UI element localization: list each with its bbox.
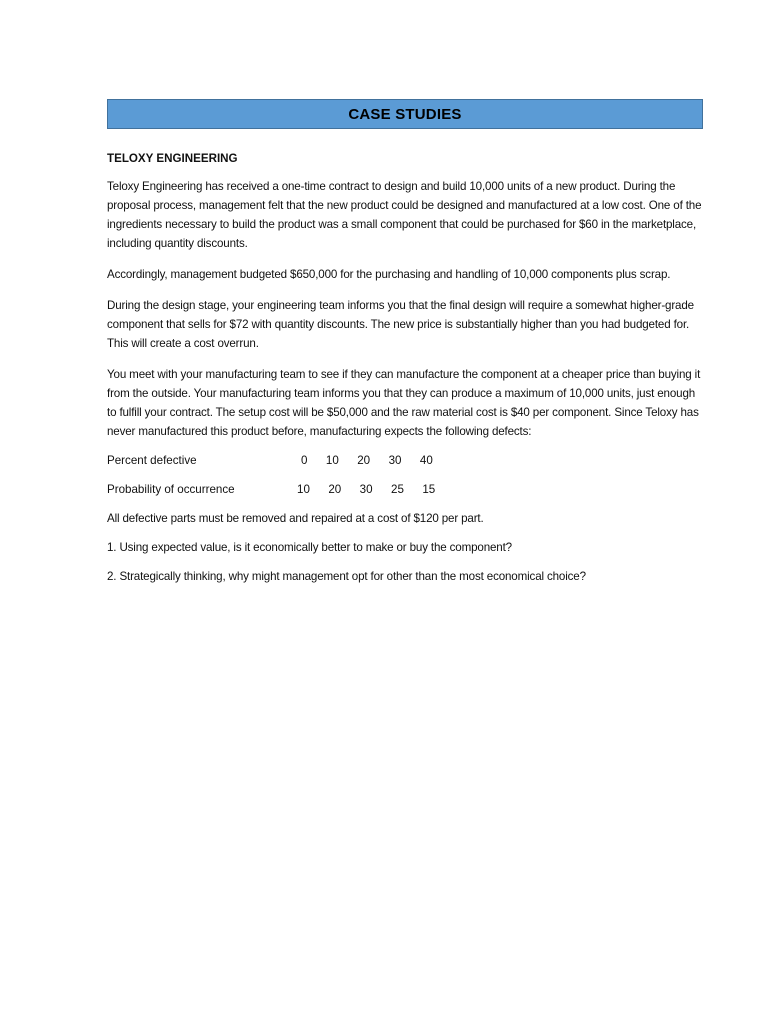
paragraph-intro: Teloxy Engineering has received a one-time contract to design and build 10,000 units of a new product. During the proposal process, management felt that the new product could be designed and manufactured at a low cost. One of the ingredients necessary to build the product was a small component that could be purchased for $60 in the marketplace, including quantity discounts. <box>107 180 702 250</box>
percent-defective-row <box>107 451 703 470</box>
banner-title: CASE STUDIES <box>348 105 462 123</box>
paragraph-budget: Accordingly, management budgeted $650,000 for the purchasing and handling of 10,000 components plus scrap. <box>107 268 671 281</box>
question-2: 2. Strategically thinking, why might management opt for other than the most economical choice? <box>107 570 586 583</box>
percent-defective-label: Percent defective <box>107 454 197 467</box>
probability-label: Probability of occurrence <box>107 483 235 496</box>
repair-note: All defective parts must be removed and repaired at a cost of $120 per part. <box>107 512 484 525</box>
probability-row <box>107 480 703 499</box>
case-heading: TELOXY ENGINEERING <box>107 152 238 165</box>
paragraph-manufacturing: You meet with your manufacturing team to see if they can manufacture the component at a cheaper price than buying it from the outside. Your manufacturing team informs you that they can produce a maximum of 10,000 units, just enough to fulfill your contract. The setup cost will be $50,000 and the raw material cost is $40 per component. Since Teloxy has never manufactured this product before, manufacturing expects the following defects: <box>107 368 701 438</box>
question-1: 1. Using expected value, is it economically better to make or buy the component? <box>107 541 512 554</box>
paragraph-design-stage: During the design stage, your engineering team informs you that the final design will require a somewhat higher-grade component that sells for $72 with quantity discounts. The new price is substantially higher than you had budgeted for. This will create a cost overrun. <box>107 299 694 350</box>
percent-defective-values: 0 10 20 30 40 <box>301 454 433 467</box>
probability-values: 10 20 30 25 15 <box>297 483 436 496</box>
document-page <box>107 99 703 586</box>
case-studies-banner <box>107 99 703 129</box>
